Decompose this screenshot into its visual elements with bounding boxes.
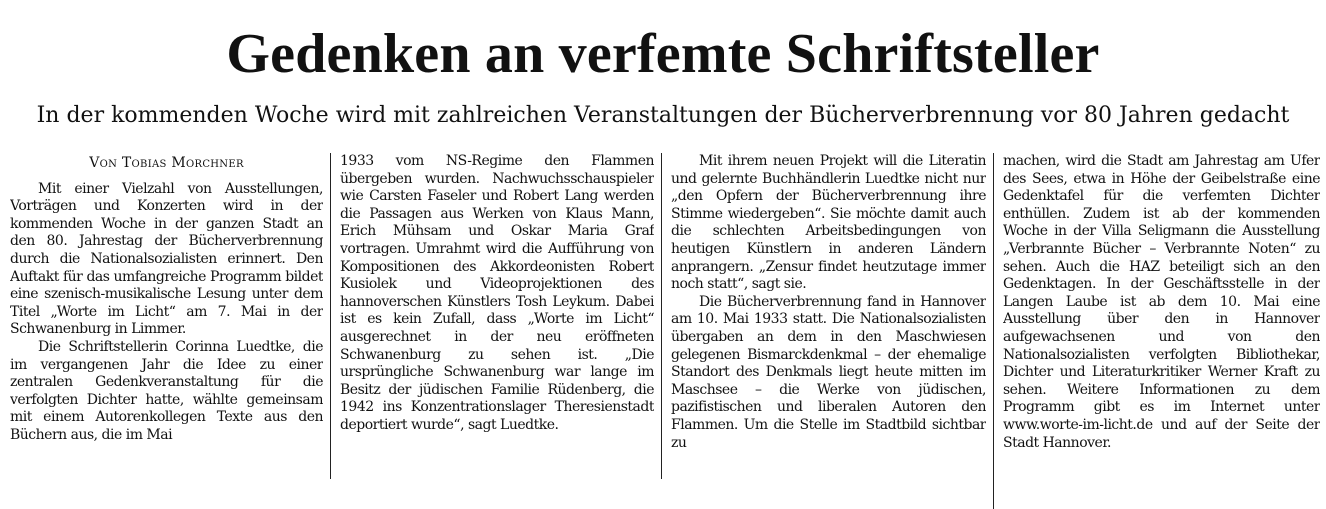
column-1 [10, 153, 323, 509]
column-4 [1003, 153, 1320, 509]
column-3 [671, 153, 986, 509]
paragraph: Die Bücherverbrennung fand in Hannover am 10. Mai 1933 statt. Die Nationalsozialisten übergaben an dem in den Maschwiesen gelegenen Bismarckdenkmal – der ehemalige Standort des Denkmals liegt heute mitten im Maschsee – die Werke von jüdischen, pazifistischen und liberalen Autoren den Flammen. Um die Stelle im Stadtbild sichtbar zu [671, 293, 986, 451]
headline: Gedenken an verfemte Schriftsteller [226, 23, 1100, 85]
subheadline: In der kommenden Woche wird mit zahlreichen Veranstaltungen der Bücherverbrennung vor 80 Jahren gedacht [36, 103, 1290, 128]
paragraph: Mit einer Vielzahl von Ausstellungen, Vorträgen und Konzerten wird in der kommenden Woche in der ganzen Stadt an den 80. Jahrestag der Bücherverbrennung durch die Nationalsozialisten erinnert. Den Auftakt für das umfangreiche Programm bildet eine szenisch-musikalische Lesung unter dem Titel „Worte im Licht“ am 7. Mai in der Schwanenburg in Limmer. [10, 180, 323, 338]
paragraph: 1933 vom NS-Regime den Flammen übergeben wurden. Nachwuchsschauspieler wie Carsten Faseler und Robert Lang werden die Passagen aus Werken von Klaus Mann, Erich Mühsam und Oskar Maria Graf vortragen. Umrahmt wird die Aufführung von Kompositionen des Akkordeonisten Robert Kusiolek und Videoprojektionen des hannoverschen Künstlers Tosh Leykum. Dabei ist es kein Zufall, dass „Worte im Licht“ ausgerechnet in der neu eröffneten Schwanenburg zu sehen ist. „Die ursprüngliche Schwanenburg war lange im Besitz der jüdischen Familie Rüdenberg, die 1942 ins Konzentrationslager Theresienstadt deportiert wurde“, sagt Luedtke. [340, 153, 654, 433]
article-body [10, 153, 1320, 509]
byline: Von Tobias Morchner [89, 155, 244, 171]
column-divider [993, 153, 994, 509]
paragraph: Die Schriftstellerin Corinna Luedtke, die im vergangenen Jahr die Idee zu einer zentralen Gedenkveranstaltung für die verfolgten Dichter hatte, wählte gemeinsam mit einem Autorenkollegen Texte aus den Büchern aus, die im Mai [10, 338, 323, 443]
column-2 [340, 153, 654, 509]
paragraph: machen, wird die Stadt am Jahrestag am Ufer des Sees, etwa in Höhe der Geibelstraße eine Gedenktafel für die verfemten Dichter enthüllen. Zudem ist ab der kommenden Woche in der Villa Seligmann die Ausstellung „Verbrannte Bücher – Verbrannte Noten“ zu sehen. Auch die HAZ beteiligt sich an den Gedenktagen. In der Geschäftsstelle in der Langen Laube ist ab dem 10. Mai eine Ausstellung über den in Hannover aufgewachsenen und von den Nationalsozialisten verfolgten Bibliothekar, Dichter und Literaturkritiker Werner Kraft zu sehen. Weitere Informationen zu dem Programm gibt es im Internet unter www.worte-im-licht.de und auf der Seite der Stadt Hannover. [1003, 153, 1320, 451]
paragraph: Mit ihrem neuen Projekt will die Literatin und gelernte Buchhändlerin Luedtke nicht nur „den Opfern der Bücherverbrennung ihre Stimme wiedergeben“. Sie möchte damit auch die schlechten Arbeitsbedingungen von heutigen Künstlern in anderen Ländern anprangern. „Zensur findet heutzutage immer noch statt“, sagt sie. [671, 153, 986, 293]
column-divider [330, 153, 331, 479]
column-divider [661, 153, 662, 479]
